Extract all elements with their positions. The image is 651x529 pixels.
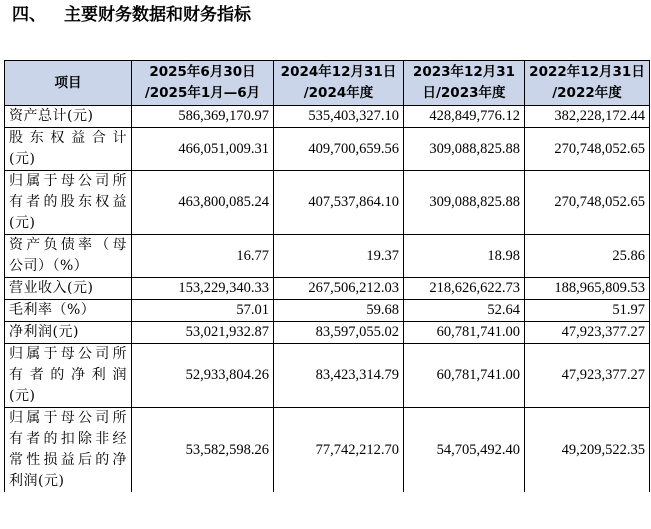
row-value: 218,626,622.73 [404, 278, 525, 300]
row-value: 309,088,825.88 [404, 128, 525, 171]
row-value: 409,700,659.56 [274, 128, 404, 171]
row-value: 57.01 [132, 300, 274, 322]
table-row [5, 344, 650, 408]
table-row [5, 322, 650, 344]
row-value: 586,369,170.97 [132, 106, 274, 128]
row-value: 47,923,377.27 [525, 344, 650, 408]
section-title: 主要财务数据和财务指标 [64, 5, 251, 25]
row-value: 270,748,052.65 [525, 128, 650, 171]
row-value: 60,781,741.00 [404, 344, 525, 408]
row-value: 466,051,009.31 [132, 128, 274, 171]
row-value: 382,228,172.44 [525, 106, 650, 128]
row-value: 428,849,776.12 [404, 106, 525, 128]
header-item: 项目 [5, 61, 132, 106]
row-label-line: 有者的股东权益 [9, 194, 127, 210]
row-value: 47,923,377.27 [525, 322, 650, 344]
row-label-line: 公司）（%） [9, 258, 89, 274]
row-label-line: 有者的扣除非经 [9, 431, 127, 447]
row-label-line: (元) [9, 151, 36, 167]
row-value: 188,965,809.53 [525, 278, 650, 300]
row-value: 83,423,314.79 [274, 344, 404, 408]
row-value: 54,705,492.40 [404, 408, 525, 493]
header-2022: 2022年12月31日 /2022年度 [525, 61, 650, 106]
table-row [5, 235, 650, 278]
row-label-line: 有者的净利润 [9, 367, 127, 383]
row-label-line: 归属于母公司所 [9, 173, 127, 189]
row-value: 16.77 [132, 235, 274, 278]
row-label [5, 344, 132, 408]
row-label-line: 资产负债率（母 [9, 237, 127, 253]
row-label-line: 营业收入(元) [9, 280, 94, 296]
row-value: 59.68 [274, 300, 404, 322]
row-value: 53,021,932.87 [132, 322, 274, 344]
row-label-line: (元) [9, 215, 36, 231]
header-2025h1: 2025年6月30日 /2025年1月—6月 [132, 61, 274, 106]
row-label-line: 毛利率（%） [9, 302, 96, 318]
row-value: 463,800,085.24 [132, 171, 274, 235]
financial-data-table [4, 60, 650, 492]
row-value: 535,403,327.10 [274, 106, 404, 128]
row-label [5, 322, 132, 344]
section-heading [12, 4, 251, 26]
row-value: 60,781,741.00 [404, 322, 525, 344]
row-label-line: (元) [9, 388, 36, 404]
row-label [5, 300, 132, 322]
table-row [5, 128, 650, 171]
row-label [5, 408, 132, 493]
row-value: 83,597,055.02 [274, 322, 404, 344]
row-label [5, 128, 132, 171]
row-value: 18.98 [404, 235, 525, 278]
row-value: 52.64 [404, 300, 525, 322]
row-value: 309,088,825.88 [404, 171, 525, 235]
row-value: 19.37 [274, 235, 404, 278]
row-label-line: 股东权益合计 [9, 130, 127, 146]
row-value: 407,537,864.10 [274, 171, 404, 235]
header-2024: 2024年12月31日 /2024年度 [274, 61, 404, 106]
row-value: 49,209,522.35 [525, 408, 650, 493]
row-label-line: 净利润(元) [9, 324, 79, 340]
row-label-line: 归属于母公司所 [9, 410, 127, 426]
table-row [5, 278, 650, 300]
row-value: 153,229,340.33 [132, 278, 274, 300]
table-row [5, 408, 650, 493]
row-label-line: 利润(元) [9, 473, 65, 489]
row-value: 25.86 [525, 235, 650, 278]
row-value: 270,748,052.65 [525, 171, 650, 235]
row-value: 77,742,212.70 [274, 408, 404, 493]
header-2023: 2023年12月31 日/2023年度 [404, 61, 525, 106]
table-header-row [5, 61, 650, 106]
table-row [5, 300, 650, 322]
row-value: 51.97 [525, 300, 650, 322]
row-label [5, 278, 132, 300]
table-row [5, 106, 650, 128]
row-value: 52,933,804.26 [132, 344, 274, 408]
row-label-line: 资产总计(元) [9, 108, 94, 124]
row-value: 53,582,598.26 [132, 408, 274, 493]
row-value: 267,506,212.03 [274, 278, 404, 300]
row-label [5, 235, 132, 278]
section-number: 四、 [12, 5, 46, 25]
row-label-line: 常性损益后的净 [9, 452, 127, 468]
row-label [5, 106, 132, 128]
row-label-line: 归属于母公司所 [9, 346, 127, 362]
table-row [5, 171, 650, 235]
row-label [5, 171, 132, 235]
